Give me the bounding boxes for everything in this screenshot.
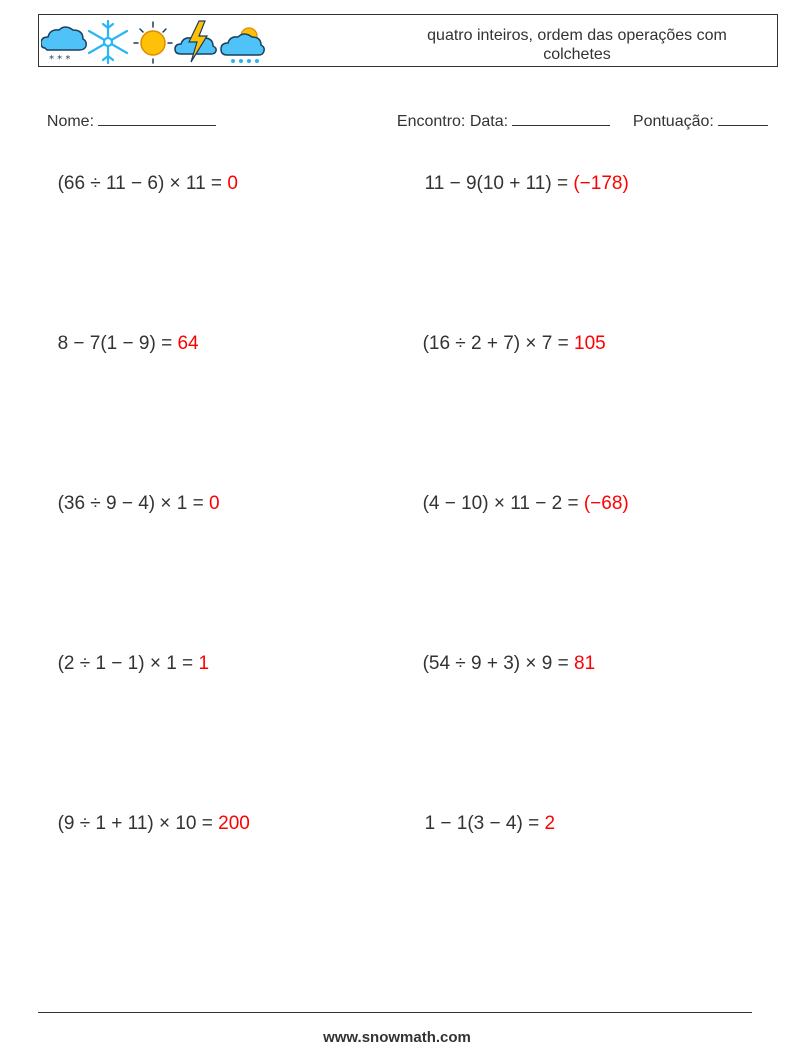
problem-answer: (−68) bbox=[583, 493, 629, 514]
problem-answer: 1 bbox=[198, 653, 210, 674]
score-blank[interactable] bbox=[718, 111, 768, 126]
snowflake-icon bbox=[89, 21, 127, 63]
problem-item bbox=[412, 631, 595, 675]
problem-expression: (16 ÷ 2 + 7) × 7 = bbox=[422, 333, 574, 354]
problem-expression: (66 ÷ 11 − 6) × 11 = bbox=[57, 173, 228, 194]
problem-item bbox=[414, 151, 629, 195]
problem-expression: 8 − 7(1 − 9) = bbox=[57, 333, 178, 354]
worksheet-header bbox=[38, 14, 778, 67]
problem-expression: (36 ÷ 9 − 4) × 1 = bbox=[57, 493, 209, 514]
score-label: Pontuação: bbox=[632, 113, 714, 130]
worksheet-title: quatro inteiros, ordem das operações com colchetes bbox=[427, 27, 727, 63]
sun-icon bbox=[134, 22, 172, 63]
problem-answer: 200 bbox=[218, 813, 250, 834]
problem-item bbox=[47, 311, 199, 355]
problem-item bbox=[414, 791, 555, 835]
problem-item bbox=[47, 151, 238, 195]
problem-answer: 105 bbox=[574, 333, 606, 354]
svg-text:* * *: * * * bbox=[49, 54, 71, 64]
problem-item bbox=[47, 471, 220, 515]
problem-expression: (4 − 10) × 11 − 2 = bbox=[422, 493, 584, 514]
problem-expression: (9 ÷ 1 + 11) × 10 = bbox=[57, 813, 219, 834]
problem-expression: (2 ÷ 1 − 1) × 1 = bbox=[57, 653, 199, 674]
date-blank[interactable] bbox=[512, 111, 610, 126]
problem-expression: 11 − 9(10 + 11) = bbox=[424, 173, 574, 194]
date-label: Encontro: Data: bbox=[396, 113, 509, 130]
lightning-cloud-icon bbox=[175, 21, 216, 62]
problem-answer: 81 bbox=[574, 653, 596, 674]
problem-expression: (54 ÷ 9 + 3) × 9 = bbox=[422, 653, 574, 674]
name-blank[interactable] bbox=[98, 111, 216, 126]
problem-item bbox=[412, 471, 629, 515]
problem-answer: 2 bbox=[544, 813, 556, 834]
problem-item bbox=[47, 791, 250, 835]
footer-site-link[interactable]: www.snowmath.com bbox=[323, 1029, 471, 1046]
weather-icons bbox=[41, 18, 267, 64]
problem-item bbox=[412, 311, 606, 355]
name-label: Nome: bbox=[46, 113, 95, 130]
problem-answer: 0 bbox=[227, 173, 238, 194]
problem-answer: 64 bbox=[177, 333, 199, 354]
snow-cloud-icon bbox=[41, 27, 86, 64]
problem-item bbox=[47, 631, 209, 675]
rain-sun-cloud-icon bbox=[221, 28, 264, 63]
score-field bbox=[624, 93, 768, 131]
name-field bbox=[38, 93, 216, 131]
problem-answer: (−178) bbox=[573, 173, 629, 194]
date-field bbox=[388, 93, 610, 131]
problem-answer: 0 bbox=[209, 493, 220, 514]
footer-divider bbox=[38, 1012, 752, 1013]
problem-expression: 1 − 1(3 − 4) = bbox=[424, 813, 545, 834]
